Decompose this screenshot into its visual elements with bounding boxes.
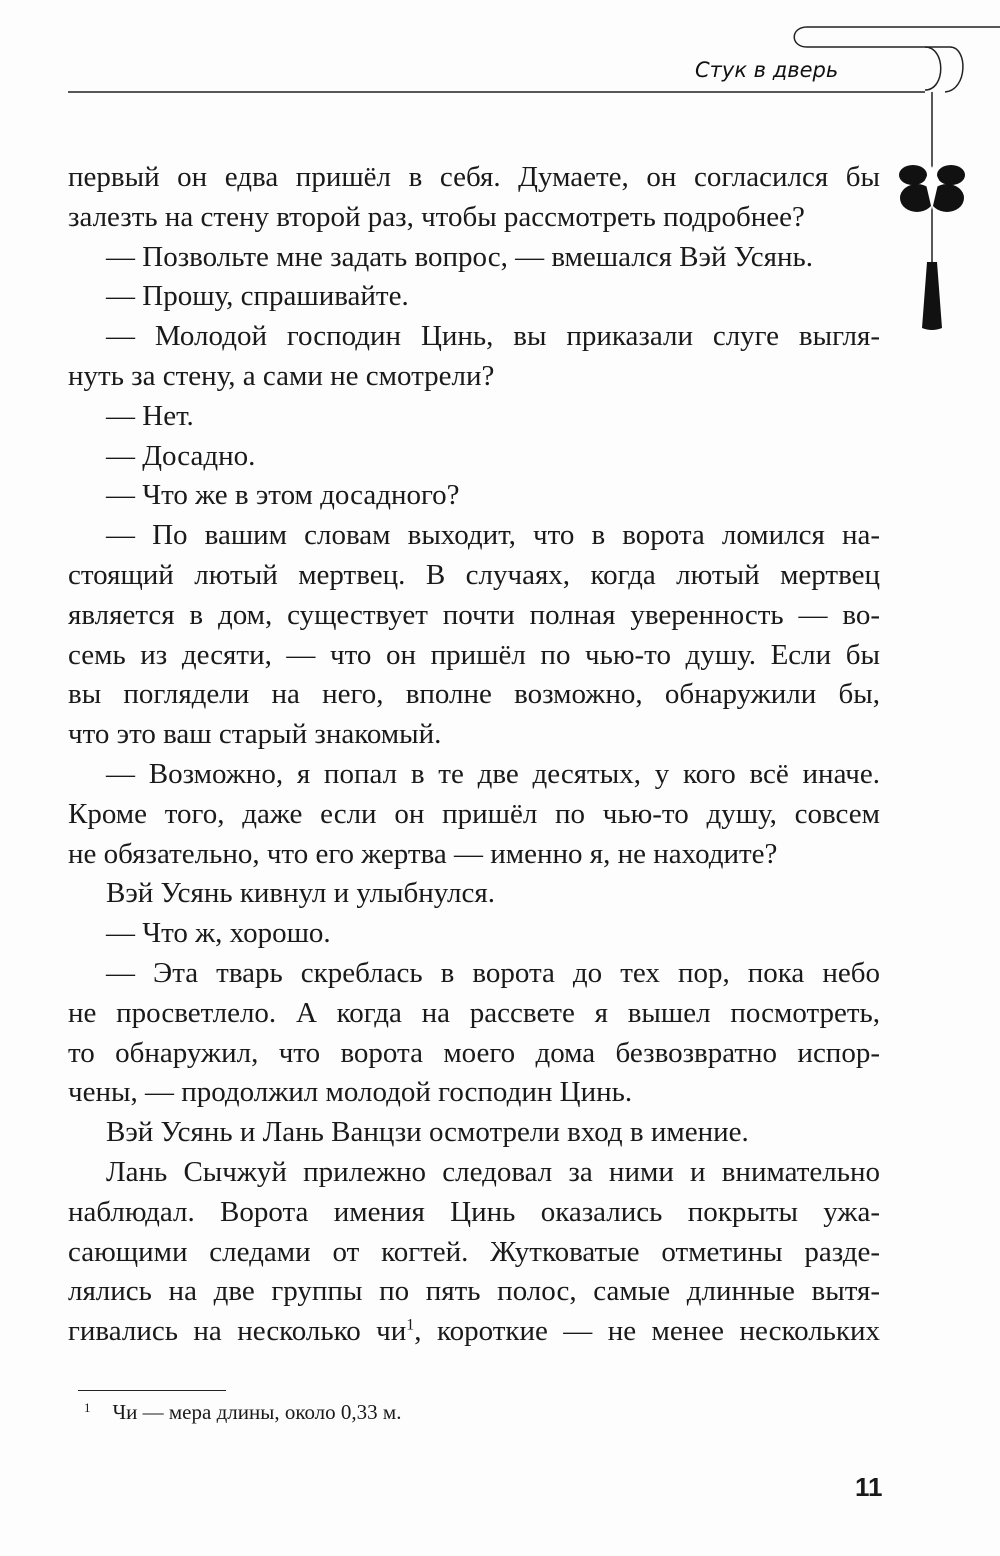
line-text: Лань Сычжуй прилежно следовал за ними и внимательно xyxy=(106,1155,880,1188)
line-text: — Что ж, хорошо. xyxy=(106,917,331,950)
line-text: Вэй Усянь и Лань Ванцзи осмотрели вход в имение. xyxy=(106,1116,749,1149)
line-text: — Позвольте мне задать вопрос, — вмешался Вэй Усянь. xyxy=(106,240,813,273)
knot-ornament-icon xyxy=(899,165,965,212)
text-line xyxy=(68,277,880,317)
line-text: Кроме того, даже если он пришёл по чью-то душу, совсем xyxy=(68,797,880,830)
text-line xyxy=(68,994,880,1034)
text-line xyxy=(68,914,880,954)
line-text: первый он едва пришёл в себя. Думаете, он согласился бы xyxy=(68,161,880,193)
text-line xyxy=(68,1312,880,1352)
footnote xyxy=(78,1400,401,1425)
line-text: залезть на стену второй раз, чтобы рассмотреть подробнее? xyxy=(68,200,805,233)
text-line xyxy=(68,516,880,556)
line-text: — Досадно. xyxy=(106,439,256,472)
text-line xyxy=(68,954,880,994)
line-text: сающими следами от когтей. Жутковатые отметины разде- xyxy=(68,1235,880,1268)
line-text: является в дом, существует почти полная уверенность — во- xyxy=(68,598,880,631)
text-line xyxy=(68,835,880,875)
text-line xyxy=(68,158,880,198)
text-line xyxy=(68,556,880,596)
line-text: что это ваш старый знакомый. xyxy=(68,718,442,751)
text-line xyxy=(68,1034,880,1074)
line-text: не просветлело. А когда на рассвете я вышел посмотреть, xyxy=(68,996,880,1029)
page-number: 11 xyxy=(855,1472,883,1502)
footnote-text: Чи — мера длины, около 0,33 м. xyxy=(112,1400,402,1424)
text-line xyxy=(68,357,880,397)
text-line xyxy=(68,1193,880,1233)
footnote-reference[interactable]: 1 xyxy=(406,1316,415,1334)
text-line xyxy=(68,795,880,835)
text-line xyxy=(68,397,880,437)
text-line xyxy=(68,715,880,755)
running-title: Стук в дверь xyxy=(695,58,839,82)
text-line xyxy=(68,317,880,357)
text-line xyxy=(68,675,880,715)
line-text: — Молодой господин Цинь, вы приказали слуге выгля- xyxy=(106,320,880,353)
text-line xyxy=(68,476,880,516)
line-text: чены, — продолжил молодой господин Цинь. xyxy=(68,1076,633,1109)
line-text: стоящий лютый мертвец. В случаях, когда лютый мертвец xyxy=(68,558,880,591)
text-line xyxy=(68,1153,880,1193)
text-line xyxy=(68,1113,880,1153)
text-line xyxy=(68,874,880,914)
line-text: вы поглядели на него, вполне возможно, обнаружили бы, xyxy=(68,678,880,711)
footnote-mark: 1 xyxy=(84,1400,91,1415)
line-text: гивались на несколько чи xyxy=(68,1315,407,1348)
text-line xyxy=(68,1272,880,1312)
text-line xyxy=(68,636,880,676)
text-line xyxy=(68,755,880,795)
line-text: — По вашим словам выходит, что в ворота ломился на- xyxy=(106,519,880,552)
line-text: наблюдал. Ворота имения Цинь оказались покрыты ужа- xyxy=(68,1195,880,1228)
line-text: лялись на две группы по пять полос, самые длинные вытя- xyxy=(68,1275,880,1308)
line-text: нуть за стену, а сами не смотрели? xyxy=(68,359,495,392)
line-text: — Что же в этом досадного? xyxy=(106,479,460,512)
line-text: Вэй Усянь кивнул и улыбнулся. xyxy=(106,877,495,910)
line-text: , короткие — не менее нескольких xyxy=(414,1315,880,1348)
line-text: семь из десяти, — что он пришёл по чью-то душу. Если бы xyxy=(68,638,880,671)
text-line xyxy=(68,1233,880,1273)
text-line xyxy=(68,437,880,477)
line-text: — Возможно, я попал в те две десятых, у кого всё иначе. xyxy=(106,757,880,790)
text-line xyxy=(68,238,880,278)
text-line xyxy=(68,1073,880,1113)
line-text: то обнаружил, что ворота моего дома безвозвратно испор- xyxy=(68,1036,880,1069)
body-text xyxy=(68,158,880,1352)
text-line xyxy=(68,198,880,238)
line-text: — Прошу, спрашивайте. xyxy=(106,280,409,313)
text-line xyxy=(68,596,880,636)
line-text: — Нет. xyxy=(106,399,194,432)
line-text: — Эта тварь скреблась в ворота до тех пор, пока небо xyxy=(106,956,880,989)
line-text: не обязательно, что его жертва — именно я, не находите? xyxy=(68,837,778,870)
footnote-divider xyxy=(78,1390,226,1391)
tassel-icon xyxy=(922,262,942,330)
